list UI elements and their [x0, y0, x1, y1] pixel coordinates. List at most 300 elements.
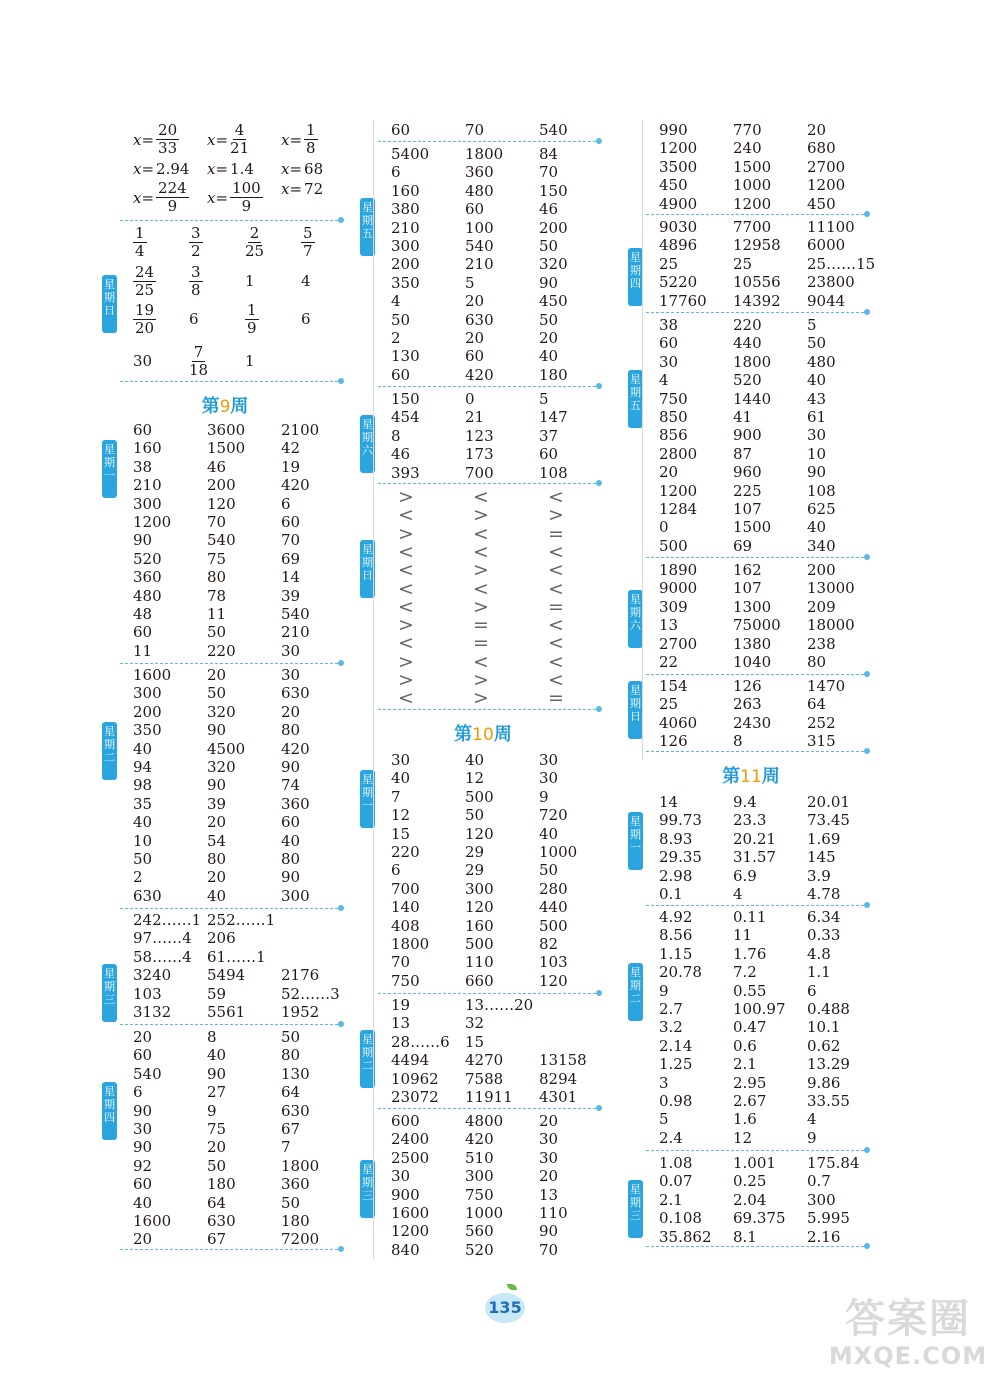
answer-row [358, 996, 608, 1014]
comparison-symbol: < [548, 486, 564, 508]
answer-cell: 20 [659, 463, 679, 482]
dashed-divider [646, 214, 864, 215]
answer-cell: 6 [807, 981, 817, 1000]
answer-cell: 238 [807, 634, 836, 653]
column-divider [373, 120, 374, 1260]
weekday-label: 星期六 [362, 418, 373, 457]
comparison-symbol: < [473, 486, 489, 508]
answer-cell: 1200 [807, 176, 846, 195]
answer-cell: 40 [133, 739, 153, 758]
answer-cell: 2500 [391, 1148, 430, 1167]
answer-cell: 80 [807, 653, 827, 671]
answer-cell: 120 [465, 898, 494, 917]
answer-cell: 600 [391, 1112, 420, 1130]
answer-row [358, 1051, 608, 1069]
comparison-symbol: > [473, 687, 489, 710]
answer-cell: 120 [465, 824, 494, 843]
comparison-symbol: > [473, 504, 489, 527]
answer-row [358, 1204, 608, 1222]
answer-row [100, 795, 350, 813]
answer-cell: 206 [207, 929, 236, 948]
answer-cell: 25……15 [807, 254, 876, 273]
comparison-symbol: = [548, 595, 564, 618]
answer-cell: 11 [133, 641, 153, 660]
equation-answer [133, 160, 189, 178]
answer-cell: 6.9 [733, 866, 757, 885]
comparison-symbol: > [398, 522, 414, 545]
answer-cell: 2.95 [733, 1073, 767, 1092]
denominator: 25 [245, 241, 265, 260]
answer-cell: 180 [539, 365, 568, 384]
answer-cell: 280 [539, 879, 568, 898]
answer-cell: 200 [807, 561, 836, 579]
numerator: 7 [193, 342, 204, 361]
answer-row [626, 982, 876, 1000]
answer-cell: 60 [133, 421, 153, 439]
denominator: 25 [135, 280, 155, 299]
answer-cell: 7588 [465, 1069, 504, 1088]
answer-row [100, 550, 350, 568]
dashed-divider [378, 386, 596, 387]
answer-row [626, 830, 876, 848]
answer-cell: 50 [207, 684, 227, 703]
answer-cell: 5 [659, 1110, 669, 1129]
week-heading-prefix: 第 [454, 724, 473, 745]
fraction [133, 225, 147, 260]
answer-value: 1.4 [230, 160, 254, 178]
equation-answer [207, 160, 254, 178]
answer-cell: 123 [465, 426, 494, 445]
answer-cell [189, 223, 203, 261]
answer-cell: 320 [207, 758, 236, 776]
answer-row [358, 1014, 608, 1032]
answer-value: 72 [304, 180, 324, 198]
answer-cell: 10556 [733, 273, 781, 292]
answer-row [100, 887, 350, 905]
numerator: 1 [306, 121, 316, 139]
answer-row [358, 347, 608, 365]
answer-cell: 126 [733, 677, 762, 695]
answer-cell: 300 [281, 886, 310, 905]
answer-cell: 20 [133, 1028, 153, 1046]
week-heading [626, 762, 876, 788]
answer-row [358, 880, 608, 898]
answer-cell: 80 [281, 1046, 301, 1065]
answer-row [626, 236, 876, 254]
answer-row [626, 885, 876, 903]
answer-cell: 10.1 [807, 1018, 841, 1037]
dashed-divider [646, 1150, 864, 1151]
answer-cell: 40 [207, 1046, 227, 1065]
answer-value: 1 [245, 272, 255, 290]
answer-row [100, 1120, 350, 1138]
answer-row [100, 868, 350, 886]
answer-cell [133, 300, 156, 338]
answer-cell: 30 [391, 1167, 411, 1186]
answer-cell: 14 [659, 793, 679, 811]
answer-row [626, 1092, 876, 1110]
answer-cell: 440 [733, 334, 762, 353]
answer-cell: 5.995 [807, 1209, 850, 1228]
answer-cell: 69 [281, 549, 301, 568]
answer-cell: 5 [465, 273, 475, 292]
comparison-symbol: < [548, 632, 564, 655]
denominator: 20 [135, 318, 155, 337]
answer-cell: 70 [391, 953, 411, 972]
answer-cell: 40 [133, 1193, 153, 1212]
answer-cell: 7 [281, 1138, 291, 1157]
answer-cell: 6.34 [807, 908, 841, 926]
apple-leaf-icon [507, 1284, 517, 1290]
answer-cell: 1600 [133, 1212, 172, 1230]
answer-cell: 70 [207, 513, 227, 531]
answer-cell: 360 [281, 1175, 310, 1194]
answer-cell [245, 342, 255, 380]
answer-row [100, 1028, 350, 1046]
answer-cell: 2100 [281, 421, 320, 439]
answer-row [100, 1157, 350, 1175]
answer-cell: 2.4 [659, 1128, 683, 1147]
comparison-symbol: > [473, 559, 489, 582]
answer-row [358, 329, 608, 347]
answer-cell: 20.01 [807, 793, 850, 811]
answer-cell: 300 [807, 1190, 836, 1209]
answer-cell: 4.92 [659, 908, 693, 926]
answer-row [626, 714, 876, 732]
answer-row [358, 200, 608, 218]
answer-cell: 32 [465, 1014, 485, 1033]
answer-row [358, 898, 608, 916]
answer-cell: 11 [207, 605, 227, 623]
answer-row [358, 751, 608, 769]
answer-cell: 90 [807, 463, 827, 482]
comparison-symbol: < [398, 504, 414, 527]
weekday-label: 星期六 [630, 593, 641, 632]
answer-cell: 440 [539, 898, 568, 917]
answer-cell: 1800 [465, 145, 504, 163]
answer-cell: 13……20 [465, 996, 534, 1014]
answer-cell: 60 [539, 445, 559, 464]
answer-row [100, 666, 350, 684]
answer-row [100, 1175, 350, 1193]
answer-cell: 1500 [733, 157, 772, 176]
answer-row [358, 464, 608, 482]
answer-row [626, 408, 876, 426]
answer-row [100, 929, 350, 947]
answer-cell: 5 [807, 316, 817, 334]
answer-cell: 50 [133, 850, 153, 868]
answer-cell: 450 [807, 194, 836, 213]
answer-cell: 0.6 [733, 1036, 757, 1055]
answer-cell: 8 [733, 732, 743, 751]
answer-row [626, 793, 876, 811]
answer-cell: 1600 [391, 1204, 430, 1222]
weekday-label: 星期日 [630, 684, 641, 723]
answer-cell: 69 [733, 536, 753, 555]
answer-cell: 210 [281, 623, 310, 642]
answer-row [358, 825, 608, 843]
answer-row [358, 1241, 608, 1259]
answer-cell: 200 [539, 218, 568, 237]
numerator: 1 [247, 300, 257, 319]
dashed-divider [378, 709, 596, 710]
answer-row [100, 721, 350, 739]
comparison-symbol: > [473, 669, 489, 691]
answer-cell: 320 [539, 255, 568, 274]
answer-cell: 520 [733, 371, 762, 390]
answer-cell: 720 [539, 806, 568, 825]
answer-cell: 23.3 [733, 811, 767, 830]
equation-answer [281, 160, 323, 178]
answer-row [626, 518, 876, 536]
comparison-symbol: = [548, 687, 564, 710]
dashed-divider [120, 663, 338, 664]
answer-row [100, 1003, 350, 1021]
answer-cell: 3132 [133, 1003, 172, 1021]
answer-cell: 2.1 [733, 1055, 757, 1074]
answer-cell: 80 [281, 721, 301, 740]
answer-row [100, 850, 350, 868]
dashed-divider [120, 1249, 338, 1250]
answer-cell: 1000 [539, 843, 578, 861]
answer-cell: 200 [391, 255, 420, 274]
dashed-divider [646, 751, 864, 752]
answer-cell: 2700 [807, 157, 846, 176]
answer-cell: 1.6 [733, 1110, 757, 1129]
comparison-symbol: < [473, 577, 489, 600]
answer-cell: 20 [465, 292, 485, 311]
comparison-symbol: < [473, 650, 489, 673]
answer-cell: 4.8 [807, 944, 831, 963]
answer-cell: 39 [207, 794, 227, 813]
numerator: 100 [232, 179, 261, 197]
denominator: 18 [189, 360, 209, 379]
answer-cell: 3 [659, 1073, 669, 1092]
answer-cell: 38 [133, 457, 153, 476]
answer-row [626, 695, 876, 713]
dashed-divider [646, 905, 864, 906]
answer-row [626, 537, 876, 555]
answer-cell: 130 [391, 347, 420, 366]
answer-cell: 33.55 [807, 1092, 850, 1110]
weekday-label: 星期日 [104, 278, 115, 317]
answer-row [100, 642, 350, 660]
answer-cell: 1200 [391, 1222, 430, 1241]
fraction [156, 180, 189, 215]
answer-row [100, 587, 350, 605]
answer-cell: 50 [539, 237, 559, 255]
answer-row [100, 758, 350, 776]
answer-row [626, 867, 876, 885]
answer-cell: 0.98 [659, 1092, 693, 1110]
answer-row [358, 1033, 608, 1051]
answer-row [358, 788, 608, 806]
fraction [301, 225, 315, 260]
answer-cell: 29 [465, 843, 485, 861]
answer-cell: 540 [133, 1064, 162, 1083]
answer-cell: 4060 [659, 713, 698, 732]
answer-cell: 59 [207, 984, 227, 1003]
answer-cell: 21 [465, 408, 485, 427]
answer-cell: 150 [391, 390, 420, 408]
answer-cell: 173 [465, 445, 494, 464]
answer-cell: 12 [465, 769, 485, 788]
answer-cell: 840 [391, 1240, 420, 1259]
answer-row [626, 1209, 876, 1227]
answer-cell: 242……1 [133, 911, 202, 929]
answer-cell: 315 [807, 732, 836, 751]
answer-cell: 145 [807, 848, 836, 867]
variable-x: x= [133, 130, 155, 149]
answer-cell: 25 [733, 254, 753, 273]
answer-cell: 750 [391, 971, 420, 990]
dashed-divider [120, 381, 338, 382]
answer-cell: 300 [133, 684, 162, 703]
answer-cell: 11 [733, 926, 753, 945]
answer-cell: 2 [133, 868, 143, 887]
answer-cell: 40 [391, 769, 411, 788]
week-number: 10 [472, 725, 494, 745]
answer-cell: 67 [207, 1230, 227, 1249]
comparison-symbol: > [548, 504, 564, 527]
answer-row [626, 945, 876, 963]
answer-row [100, 623, 350, 641]
answer-cell: 43 [807, 389, 827, 408]
numerator: 20 [158, 121, 178, 139]
fraction [189, 344, 208, 379]
dashed-divider [120, 1024, 338, 1025]
answer-row [626, 176, 876, 194]
answer-row [100, 458, 350, 476]
answer-cell: 300 [391, 237, 420, 255]
answer-cell: 27 [207, 1083, 227, 1102]
answer-row [358, 311, 608, 329]
answer-cell: 1800 [733, 352, 772, 371]
dashed-divider [378, 1108, 596, 1109]
answer-cell [301, 300, 311, 338]
answer-value: 2.94 [156, 160, 190, 178]
answer-row [358, 292, 608, 310]
answer-cell: 770 [733, 121, 762, 139]
answer-cell: 4 [391, 292, 401, 311]
answer-cell: 2800 [659, 444, 698, 463]
answer-cell [245, 262, 255, 300]
answer-row [626, 273, 876, 291]
denominator: 33 [158, 139, 178, 157]
answer-cell: 1952 [281, 1003, 320, 1021]
denominator: 9 [247, 318, 257, 337]
answer-row [358, 237, 608, 255]
answer-row [100, 439, 350, 457]
answer-value: 68 [304, 160, 324, 178]
answer-cell: 20 [207, 666, 227, 684]
answer-row [626, 908, 876, 926]
answer-cell: 990 [659, 121, 688, 139]
answer-cell: 92 [133, 1156, 153, 1175]
answer-cell: 1500 [733, 518, 772, 537]
answer-cell: 82 [539, 935, 559, 953]
answer-cell: 14 [281, 568, 301, 587]
answer-cell: 2.67 [733, 1092, 767, 1110]
answer-row [100, 985, 350, 1003]
denominator: 9 [167, 197, 178, 215]
answer-cell: 540 [465, 237, 494, 255]
fraction [245, 302, 259, 337]
answer-cell: 10 [807, 444, 827, 463]
week-heading-suffix: 周 [493, 724, 512, 745]
answer-row [626, 121, 876, 139]
answer-cell: 4500 [207, 739, 246, 758]
answer-row [626, 1172, 876, 1190]
comparison-symbol: = [473, 614, 489, 637]
answer-cell: 9030 [659, 218, 698, 236]
answer-cell: 23800 [807, 273, 855, 292]
answer-row [358, 366, 608, 384]
answer-row [358, 163, 608, 181]
answer-cell: 300 [133, 494, 162, 513]
answer-row [626, 371, 876, 389]
weekday-label: 星期四 [104, 1085, 115, 1124]
answer-row [358, 769, 608, 787]
dashed-divider [646, 674, 864, 675]
week-heading-suffix: 周 [761, 766, 780, 787]
answer-cell: 61 [807, 408, 827, 426]
answer-cell: 60 [133, 1046, 153, 1065]
answer-row [626, 1000, 876, 1018]
answer-cell: 107 [733, 579, 762, 598]
answer-cell: 8 [207, 1028, 217, 1046]
answer-cell: 15 [391, 824, 411, 843]
answer-row [358, 1088, 608, 1106]
weekday-tag [102, 275, 117, 333]
answer-row [358, 121, 608, 139]
answer-cell: 40 [133, 813, 153, 832]
answer-cell: 90 [133, 1138, 153, 1157]
answer-row [100, 948, 350, 966]
answer-cell: 13158 [539, 1051, 587, 1070]
answer-row [626, 926, 876, 944]
answer-cell: 210 [133, 476, 162, 495]
answer-cell: 12958 [733, 236, 781, 255]
numerator: 3 [191, 262, 201, 281]
answer-cell: 9 [207, 1101, 217, 1120]
comparison-symbol: < [398, 687, 414, 710]
answer-cell: 25 [659, 254, 679, 273]
weekday-label: 星期日 [362, 543, 373, 582]
answer-cell: 60 [281, 513, 301, 531]
answer-cell: 18000 [807, 616, 855, 635]
answer-cell: 35.862 [659, 1227, 712, 1246]
answer-cell [245, 300, 259, 338]
answer-cell: 450 [659, 176, 688, 195]
answer-cell: 340 [807, 536, 836, 555]
answer-cell: 300 [465, 879, 494, 898]
answer-cell: 60 [391, 121, 411, 139]
answer-cell: 300 [465, 1167, 494, 1186]
answer-cell: 1.76 [733, 944, 767, 963]
answer-cell: 50 [807, 334, 827, 353]
answer-row [626, 1110, 876, 1128]
answer-cell: 7.2 [733, 963, 757, 982]
answer-cell: 1200 [659, 139, 698, 158]
answer-cell: 29 [465, 861, 485, 880]
answer-cell: 12 [733, 1128, 753, 1147]
answer-row [100, 1194, 350, 1212]
answer-cell: 4301 [539, 1088, 578, 1106]
answer-cell: 6 [391, 861, 401, 880]
answer-cell: 103 [133, 984, 162, 1003]
answer-cell: 3240 [133, 966, 172, 985]
